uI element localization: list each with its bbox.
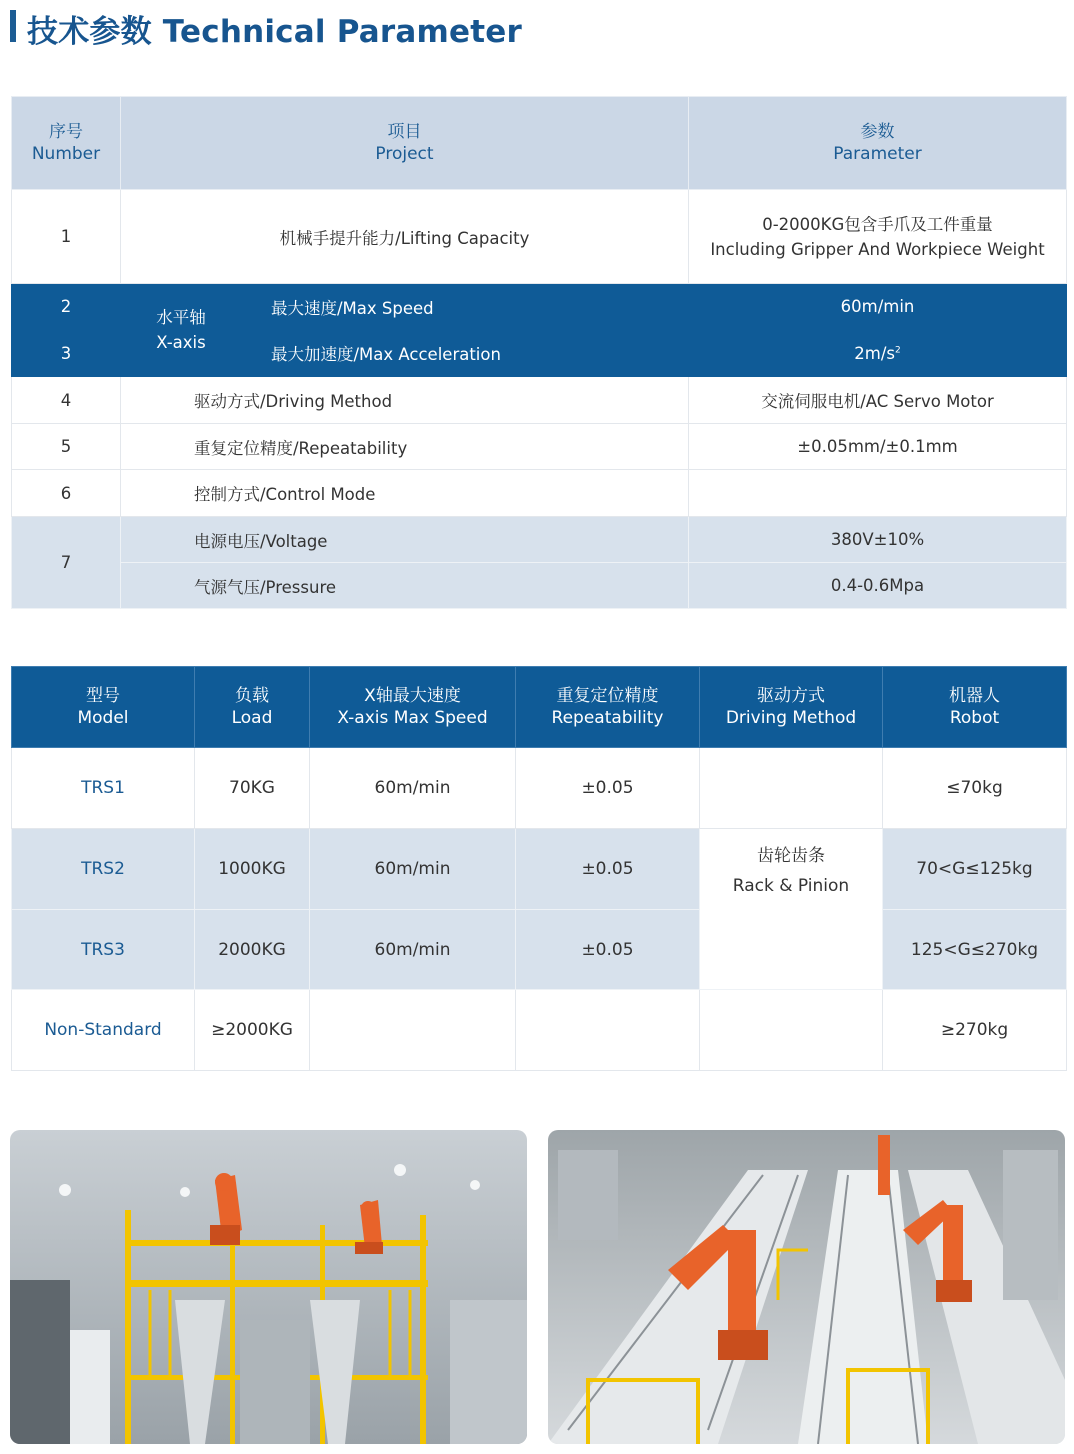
header-parameter: 参数 Parameter: [689, 97, 1067, 190]
row-item: 重复定位精度/Repeatability: [194, 438, 408, 458]
title-accent-bar: [10, 10, 16, 42]
x-axis-group-label: 水平轴 X-axis: [156, 308, 206, 352]
header-repeatability: 重复定位精度 Repeatability: [516, 667, 700, 748]
header-load: 负载 Load: [195, 667, 310, 748]
header-speed: X轴最大速度 X-axis Max Speed: [310, 667, 516, 748]
row-number: 7: [12, 517, 121, 609]
row-value: 交流伺服电机/AC Servo Motor: [689, 377, 1067, 424]
row-item: 气源气压/Pressure: [194, 577, 337, 597]
load-cell: 70KG: [195, 748, 310, 829]
speed-cell: 60m/min: [310, 910, 516, 990]
table-row: [12, 910, 1067, 990]
row-value: $2m/s^2$: [689, 330, 1067, 377]
header-robot: 机器人 Robot: [883, 667, 1067, 748]
speed-cell: 60m/min: [310, 829, 516, 910]
model-cell: Non-Standard: [12, 990, 195, 1071]
robot-cell: ≤70kg: [883, 748, 1067, 829]
load-cell: 2000KG: [195, 910, 310, 990]
row-number: 5: [12, 424, 121, 470]
model-cell: TRS3: [12, 910, 195, 990]
row-number: 2: [12, 284, 121, 331]
table-row: [12, 284, 1067, 331]
row-item: 最大速度/Max Speed: [271, 299, 434, 318]
row-item: 控制方式/Control Mode: [194, 485, 376, 504]
load-cell: 1000KG: [195, 829, 310, 910]
robot-cell: 125<G≤270kg: [883, 910, 1067, 990]
driving-method-cell: 齿轮齿条 Rack & Pinion: [700, 829, 883, 990]
header-model: 型号 Model: [12, 667, 195, 748]
speed-cell: [310, 990, 516, 1071]
row-item: 电源电压/Voltage: [194, 531, 328, 551]
table-row: [12, 748, 1067, 829]
header-number: 序号 Number: [12, 97, 121, 190]
table-row: [12, 563, 1067, 609]
row-value: 60m/min: [689, 284, 1067, 331]
table-row: [12, 190, 1067, 284]
page-title: 技术参数 Technical Parameter: [27, 14, 522, 50]
speed-cell: 60m/min: [310, 748, 516, 829]
table-header-row: [12, 667, 1067, 748]
driving-method-empty: [700, 748, 883, 829]
row-value: 0-2000KG包含手爪及工件重量 Including Gripper And Workpiece Weight: [689, 190, 1067, 284]
repeatability-cell: ±0.05: [516, 829, 700, 910]
header-driving-method: 驱动方式 Driving Method: [700, 667, 883, 748]
x-axis-group-cell: [121, 284, 689, 377]
row-number: 4: [12, 377, 121, 424]
table-row: [12, 990, 1067, 1071]
table-row: [12, 829, 1067, 910]
row-value: ±0.05mm/±0.1mm: [689, 424, 1067, 470]
row-number: 6: [12, 470, 121, 517]
row-item: 机械手提升能力/Lifting Capacity: [121, 190, 689, 284]
table-header-row: [12, 97, 1067, 190]
repeatability-cell: ±0.05: [516, 748, 700, 829]
row-value: 380V±10%: [689, 517, 1067, 563]
load-cell: ≥2000KG: [195, 990, 310, 1071]
row-number: 3: [12, 330, 121, 377]
row-value: [689, 470, 1067, 517]
robot-cell: 70<G≤125kg: [883, 829, 1067, 910]
row-value: 0.4-0.6Mpa: [689, 563, 1067, 609]
repeatability-cell: [516, 990, 700, 1071]
table-row: [12, 424, 1067, 470]
factory-photo-robot-line: [548, 1130, 1065, 1444]
row-item: 驱动方式/Driving Method: [194, 392, 393, 411]
factory-photo-gantry: [10, 1130, 527, 1444]
model-cell: TRS1: [12, 748, 195, 829]
model-cell: TRS2: [12, 829, 195, 910]
row-item: 最大加速度/Max Acceleration: [271, 345, 501, 364]
technical-parameter-table: [11, 96, 1067, 609]
table-row: [12, 517, 1067, 563]
header-project: 项目 Project: [121, 97, 689, 190]
robot-cell: ≥270kg: [883, 990, 1067, 1071]
model-table: [11, 666, 1067, 1071]
table-row: [12, 470, 1067, 517]
driving-method-empty: [700, 990, 883, 1071]
table-row: [12, 377, 1067, 424]
repeatability-cell: ±0.05: [516, 910, 700, 990]
row-number: 1: [12, 190, 121, 284]
